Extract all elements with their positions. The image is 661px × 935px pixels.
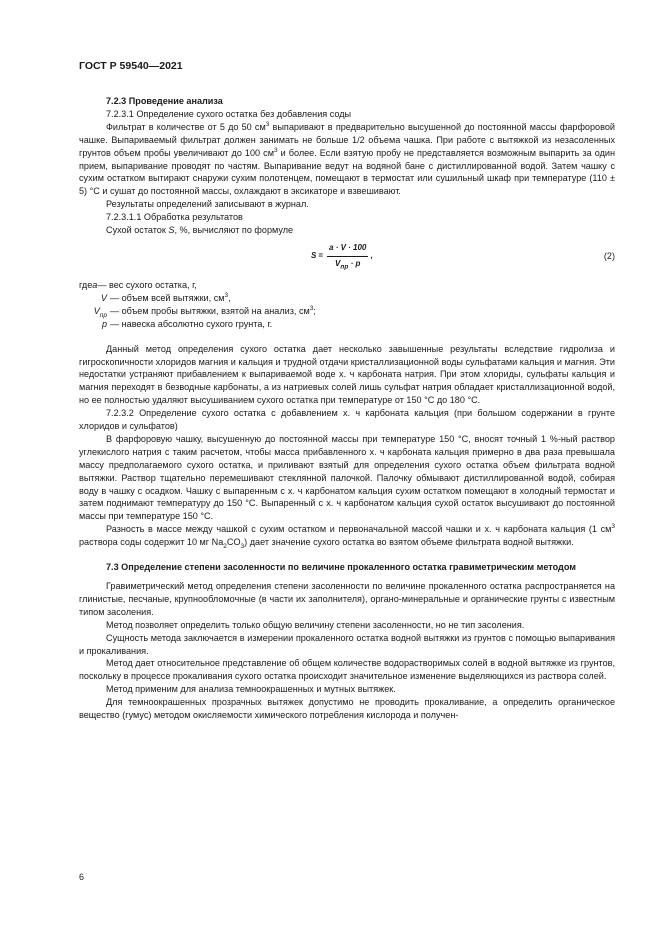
variable-s: S: [168, 225, 175, 236]
text-span: CO: [226, 537, 241, 548]
legend-row-p: [79, 318, 615, 331]
formula-2: [79, 241, 615, 273]
text-span: ) дает значение сухого остатка во взятом объеме фильтрата водной вытяжки.: [244, 537, 574, 548]
paragraph-gravimetric: Гравиметрический метод определения степени засоленности по величине прокаленного остатка распространяется на глинистые, песчаные, крупнообломочные (в части их заполнителя), органо-минеральные и органические грунты с известным типом засоления.: [79, 581, 615, 617]
text-span: ;: [313, 305, 316, 316]
legend-text: [110, 292, 231, 305]
paragraph-essence: Сущность метода заключается в измерении прокаленного остатка водной вытяжки из грунтов с помощью выпаривания и прокаливания.: [79, 632, 615, 656]
paragraph-dark-extracts: Метод применим для анализа темноокрашенных и мутных вытяжек.: [106, 684, 396, 695]
formula-numerator: a · V · 100: [327, 242, 368, 257]
text-span: выпаривают в предварительно высушенной до постоянной массы фарфоровой чашке. Выпариваемый фильтрат должен занимать не больше 1/2 объема чашка. При работе с вытяжкой из незасоленных грунтов объем пробы увеличивают до 100 см: [79, 121, 615, 158]
legend-text: — вес сухого остатка, г,: [97, 279, 197, 290]
text-span: · p: [348, 258, 361, 268]
superscript: 3: [265, 120, 270, 128]
text-span: p: [101, 318, 107, 329]
document-header: ГОСТ Р 59540—2021: [79, 60, 183, 72]
legend-symbol: [79, 292, 110, 305]
text-span: Сухой остаток: [106, 225, 169, 236]
paragraph-formula-intro: [79, 224, 615, 237]
document-body: [79, 95, 615, 722]
superscript: 3: [273, 146, 278, 154]
superscript: 3: [224, 291, 229, 299]
formula-fraction: [327, 242, 368, 271]
text-span: — объем всей вытяжки, см: [110, 292, 225, 303]
page-number: 6: [79, 872, 85, 882]
text-span: Фильтрат в количестве от 5 до 50 см: [106, 121, 266, 132]
paragraph-mass-difference: [79, 523, 615, 549]
text-span: Разность в массе между чашкой с сухим остатком и первоначальной массой чашки и х. ч карбоната кальция (1 см: [106, 524, 612, 535]
paragraph-method-note: Данный метод определения сухого остатка дает несколько завышенные результаты вследствие гидролиза и гигроскопичности хлоридов магния и кальция и трудной отдачи кристаллизационной воды сульфатами кальция и магния. Эти недостатки устраняют прибавлением к выпариваемой воде х. ч карбоната натрия. При этом хлориды, сульфаты кальция и магния переходят в безводные карбонаты, а из натриевых солей лишь сульфат натрия обладает кристаллизационной водой, но ее полностью удаляют высушиванием сухого остатка при температуре от 150 °С до 180 °С.: [79, 343, 615, 406]
section-7-2-3-1-1-heading: 7.2.3.1.1 Обработка результатов: [106, 212, 243, 223]
paragraph-dish: В фарфоровую чашку, высушенную до постоянной массы при температуре 150 °С, вносят точный 1 %-ный раствор углекислого натрия с таким расчетом, чтобы масса прибавленного х. ч карбоната кальция примерно в два раза превышала массу предполагаемого сухого остатка, и приливают взятый для определения сухого остатка объем фильтрата водной вытяжки. Раствор тщательно перемешивают стеклянной палочкой. Палочку обмывают дистиллированной водой, собирая воду в чашку с осадком. Чашку с выпаренным с х. ч карбонатом кальция сухим остатком помещают в холодный термостат и затем поднимают температуру до 150 °С. Выпаренный с х. ч карбонатом кальция сухой остаток высушивают до постоянной массы при температуре 150 °С.: [79, 433, 615, 522]
text-span: — объем пробы вытяжки, взятой на анализ, см: [110, 305, 310, 316]
paragraph-results: Результаты определений записывают в журнал.: [106, 199, 309, 210]
text-span: ,: [228, 292, 231, 303]
legend-symbol: a: [92, 279, 98, 290]
paragraph-relative: Метод дает относительное представление об общем количестве водорастворимых солей в водной вытяжке из грунтов, поскольку в процессе прокаливания сухого остатка происходит значительное изменение выделяющихся из раствора солей.: [79, 658, 615, 682]
formula-lhs: S: [311, 250, 317, 260]
text-span: V: [93, 305, 100, 316]
subscript: пр: [340, 263, 349, 271]
paragraph-transparent-extracts: Для темноокрашенных прозрачных вытяжек допустимо не проводить прокаливание, а определить органическое вещество (гумус) методом окисляемости химического потребления кислорода и получен-: [79, 697, 615, 721]
section-7-2-3-2-heading: 7.2.3.2 Определение сухого остатка с добавлением х. ч карбоната кальция (при большом содержании в грунте хлоридов и сульфатов): [79, 408, 615, 432]
superscript: 3: [309, 304, 314, 312]
formula-comma: ,: [370, 250, 373, 260]
legend-row-v: [79, 292, 615, 305]
text-span: , %, вычисляют по формуле: [174, 225, 294, 236]
superscript: 3: [611, 523, 615, 531]
formula-denominator: [335, 257, 360, 271]
text-span: V: [335, 258, 341, 268]
paragraph-filtrate: [79, 121, 615, 198]
section-7-3-heading: 7.3 Определение степени засоленности по величине прокаленного остатка гравиметрическим методом: [106, 562, 576, 573]
legend-row-a: [79, 279, 615, 292]
legend-text: [110, 305, 316, 318]
formula-legend: [79, 279, 615, 331]
subscript: 3: [240, 543, 245, 550]
paragraph-method-allows: Метод позволяет определить только общую величину степени засоленности, но не тип засоления.: [106, 619, 525, 630]
text-span: V: [100, 292, 107, 303]
formula-number: (2): [603, 250, 615, 261]
text-span: и более. Если взятую пробу не представляется возможным выпарить за один прием, выпаривание проводят по частям. Выпаривание ведут на водяной бане с дистиллированной водой. Затем чашку с сухим остатком вытирают снаружи сухим полотенцем, помещают в термостат или сушильный шкаф при температуре (110 ± 5) °С и сушат до постоянной массы, охлаждают в эксикаторе и взвешивают.: [79, 147, 615, 197]
subscript: пр: [99, 311, 107, 319]
legend-symbol: [79, 305, 110, 318]
formula-expression: [311, 242, 373, 271]
subscript: 2: [223, 543, 227, 550]
legend-row-vpr: [79, 305, 615, 318]
legend-text: — навеска абсолютно сухого грунта, г.: [110, 318, 273, 329]
formula-equals: =: [318, 250, 324, 260]
text-span: раствора соды содержит 10 мг Na: [79, 537, 224, 548]
legend-symbol: [79, 318, 110, 331]
section-7-2-3-heading: 7.2.3 Проведение анализа: [106, 96, 223, 106]
spacer: [79, 549, 615, 561]
spacer: [79, 331, 615, 343]
section-7-2-3-1-heading: 7.2.3.1 Определение сухого остатка без добавления соды: [106, 108, 352, 119]
legend-where: где: [79, 279, 93, 290]
